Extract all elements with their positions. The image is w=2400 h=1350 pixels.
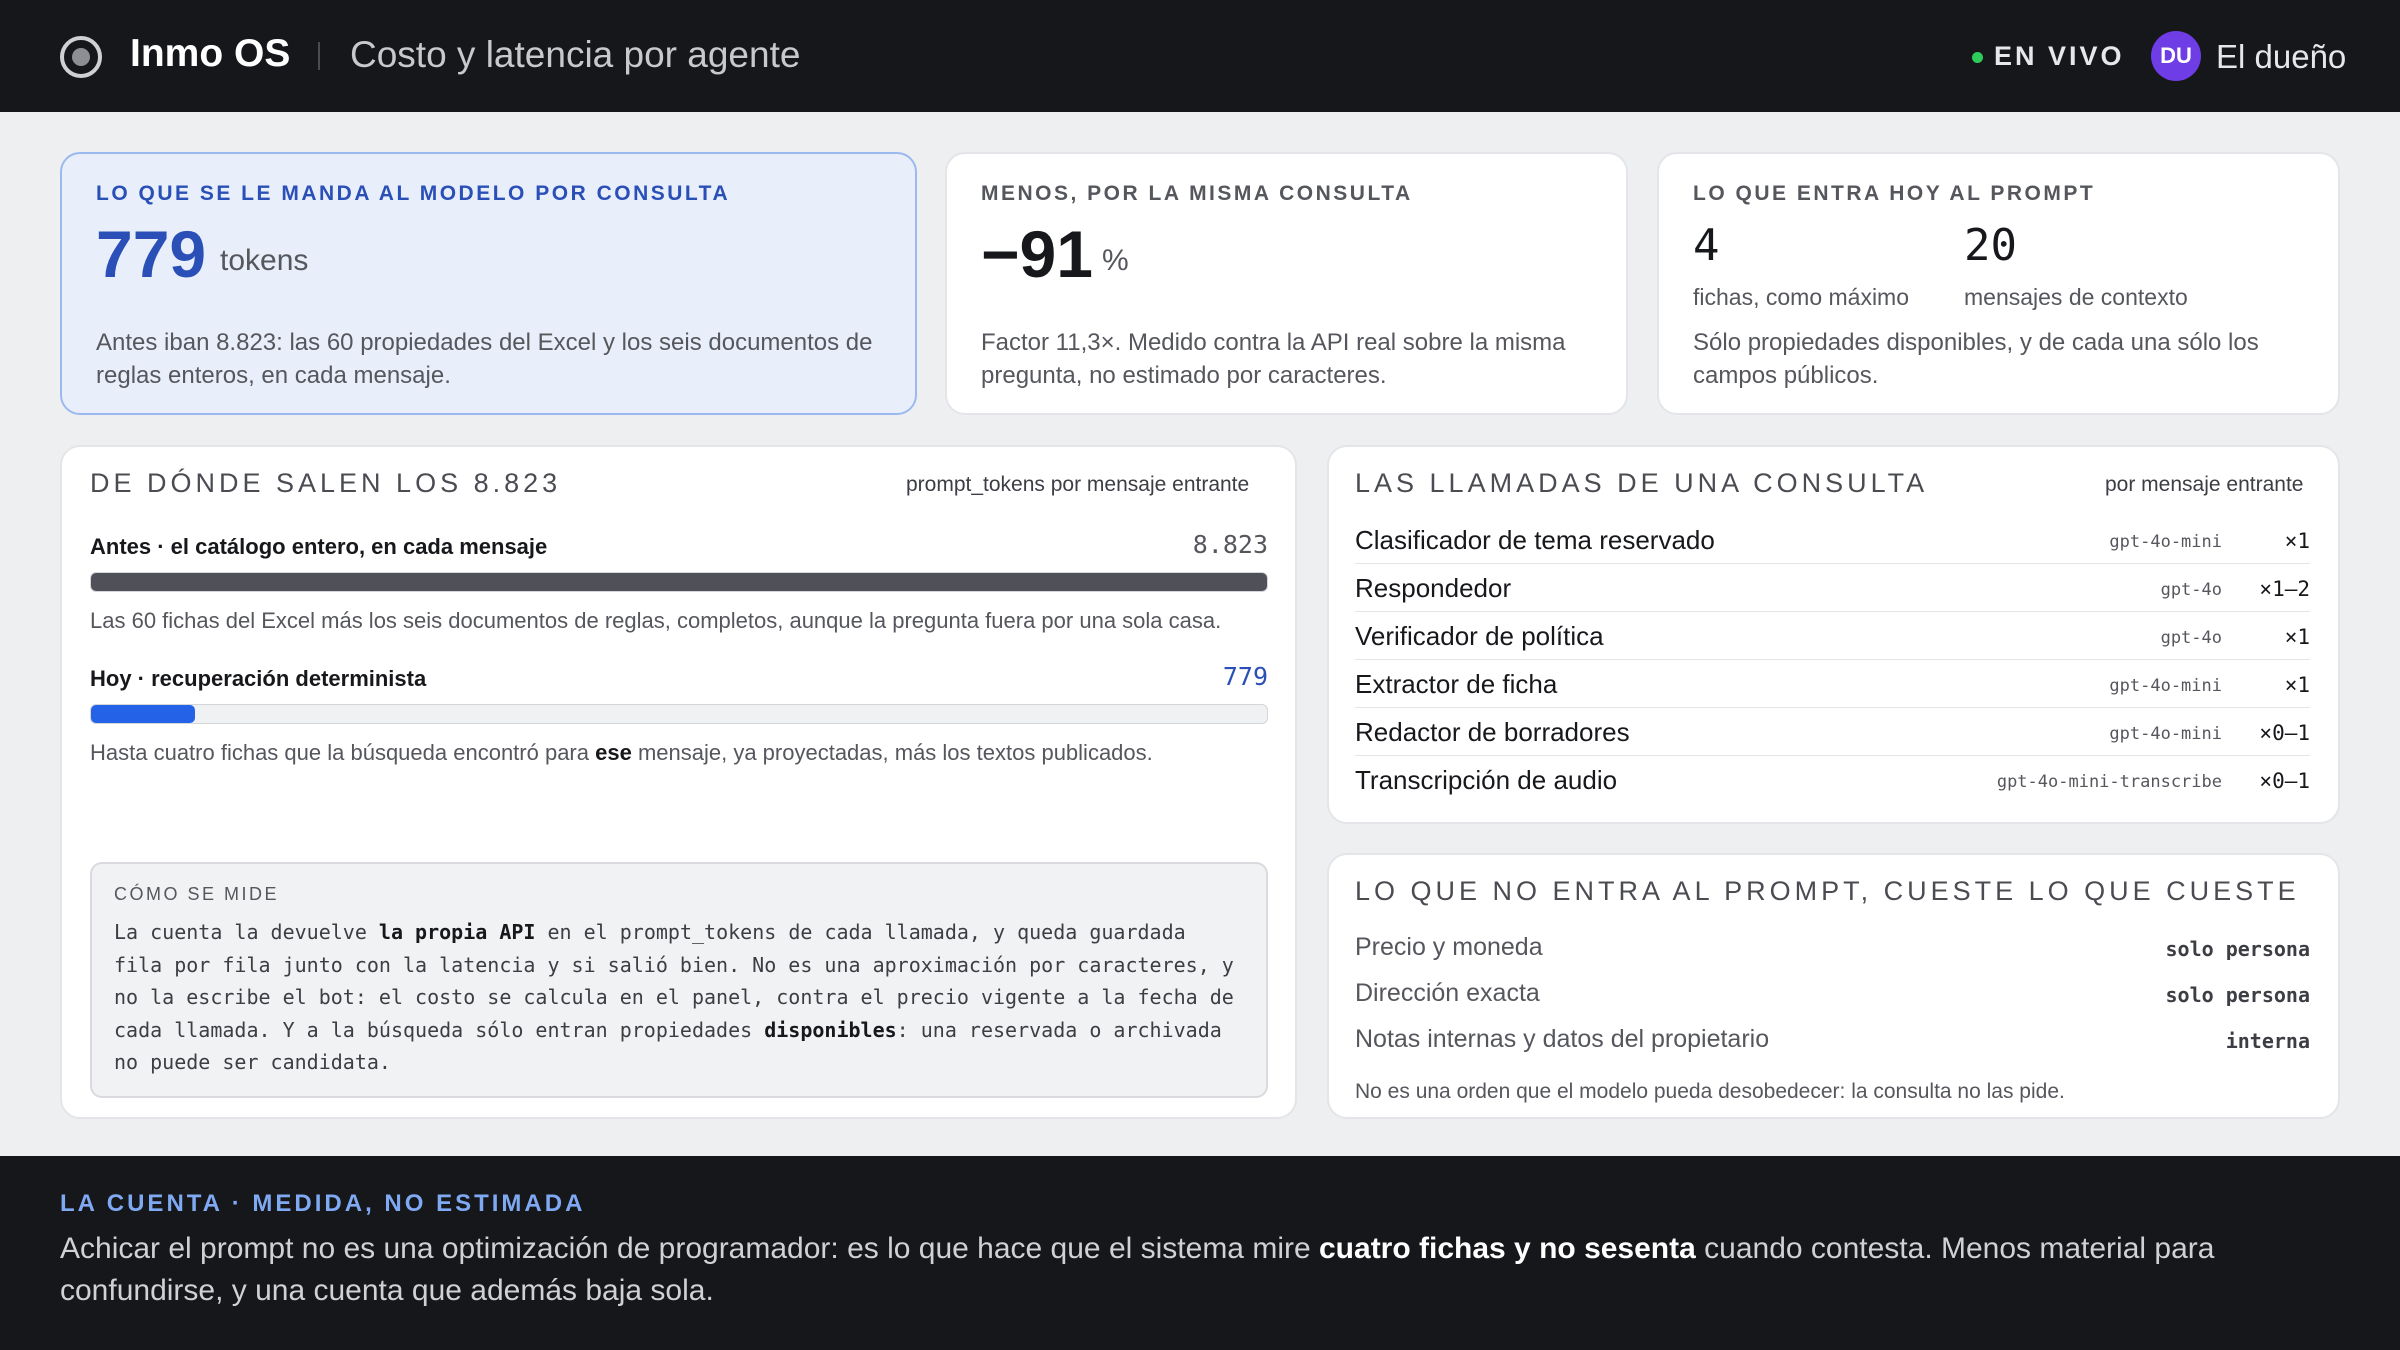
context-messages-value: 20 [1964, 220, 2017, 271]
call-multiplier: ×1 [2284, 529, 2310, 553]
user-name[interactable]: El dueño [2216, 38, 2347, 75]
call-name: Verificador de política [1355, 621, 1604, 651]
after-value: 779 [1222, 662, 1268, 691]
live-status-label: EN VIVO [1994, 41, 2125, 71]
section-note: prompt_tokens por mensaje entrante [906, 473, 1250, 496]
call-row [1355, 756, 2310, 804]
kpi-eyebrow: MENOS, POR LA MISMA CONSULTA [981, 182, 1413, 205]
kpi-unit: tokens [220, 244, 309, 277]
kpi-value: −91 [981, 217, 1093, 291]
excluded-label: Notas internas y datos del propietario [1355, 1025, 1770, 1053]
call-model: gpt-4o [2160, 580, 2222, 600]
context-messages-label: mensajes de contexto [1964, 284, 2188, 310]
page-title: Costo y latencia por agente [350, 34, 801, 75]
call-row [1355, 612, 2310, 660]
call-multiplier: ×0–1 [2259, 721, 2310, 745]
top-bar [0, 0, 2400, 112]
call-row [1355, 660, 2310, 708]
measurement-bold-2: disponibles [764, 1017, 897, 1042]
call-model: gpt-4o-mini-transcribe [1996, 772, 2222, 792]
live-status-icon [1972, 52, 1983, 63]
section-title: LAS LLAMADAS DE UNA CONSULTA [1355, 468, 1929, 498]
header-divider [318, 42, 320, 70]
footer-text-2: cuando contesta. Menos material para confundirse, y una cuenta que además baja sola. [60, 1232, 2215, 1307]
measurement-text [114, 916, 1244, 1079]
measurement-note [90, 862, 1268, 1098]
call-name: Redactor de borradores [1355, 717, 1630, 747]
section-title: DE DÓNDE SALEN LOS 8.823 [90, 468, 562, 498]
kpi-description: Factor 11,3×. Medido contra la API real sobre la misma pregunta, no estimado por caracteres. [981, 329, 1566, 389]
kpi-description: Sólo propiedades disponibles, y de cada una sólo los campos públicos. [1693, 329, 2259, 389]
logo-icon [60, 36, 102, 78]
call-multiplier: ×0–1 [2259, 769, 2310, 793]
call-model: gpt-4o [2160, 628, 2222, 648]
kpi-card-tokens [60, 152, 917, 415]
call-model: gpt-4o-mini [2109, 724, 2222, 744]
call-multiplier: ×1 [2284, 625, 2310, 649]
after-description [90, 740, 1153, 766]
call-model: gpt-4o-mini [2109, 532, 2222, 552]
before-label: Antes · el catálogo entero, en cada mensaje [90, 534, 548, 559]
kpi-value: 779 [96, 217, 207, 291]
after-description-bold: ese [595, 740, 632, 765]
call-name: Transcripción de audio [1355, 765, 1618, 795]
after-label: Hoy · recuperación determinista [90, 666, 427, 691]
footer-text [60, 1228, 2320, 1312]
excluded-row [1355, 1017, 2310, 1063]
kpi-card-reduction [945, 152, 1628, 415]
call-model: gpt-4o-mini [2109, 676, 2222, 696]
after-description-post: mensaje, ya proyectadas, más los textos publicados. [631, 740, 1153, 765]
footer-text-1: Achicar el prompt no es una optimización de programador: es lo que hace que el sistema mire [60, 1232, 1319, 1265]
footer-banner [0, 1156, 2400, 1350]
call-multiplier: ×1–2 [2259, 577, 2310, 601]
kpi-description: Antes iban 8.823: las 60 propiedades del Excel y los seis documentos de reglas enteros, en cada mensaje. [96, 329, 873, 389]
excluded-label: Precio y moneda [1355, 933, 1543, 961]
call-name: Respondedor [1355, 573, 1512, 603]
before-value: 8.823 [1192, 530, 1268, 559]
max-cards-label: fichas, como máximo [1693, 284, 1910, 310]
kpi-eyebrow: LO QUE ENTRA HOY AL PROMPT [1693, 182, 2096, 205]
before-bar-fill [91, 573, 1267, 591]
kpi-unit: % [1102, 244, 1129, 277]
excluded-badge: interna [2225, 1029, 2310, 1053]
excluded-badge: solo persona [2165, 983, 2310, 1007]
measurement-title: CÓMO SE MIDE [114, 884, 280, 904]
measurement-text-1: La cuenta la devuelve [114, 920, 379, 944]
footer-title: LA CUENTA · MEDIDA, NO ESTIMADA [60, 1190, 586, 1217]
before-bar [90, 572, 1268, 592]
avatar[interactable]: DU [2151, 31, 2201, 81]
excluded-row [1355, 971, 2310, 1017]
after-bar [90, 704, 1268, 724]
after-bar-fill [91, 705, 195, 723]
footer-bold: cuatro fichas y no sesenta [1319, 1232, 1696, 1265]
brand-name: Inmo OS [130, 32, 291, 75]
measurement-text-2: en el prompt_tokens de cada llamada, y queda guardada fila por fila junto con la latencia y si salió bien. No es una aproximación por caracteres, y no la escribe el bot: el costo se calcula en el panel, contra el precio vigente a la fecha de cada llamada. Y a la búsqueda sólo entran propiedades [114, 920, 1234, 1042]
excluded-badge: solo persona [2165, 937, 2310, 961]
measurement-text-3: : una reservada o archivada no puede ser candidata. [114, 1017, 1222, 1074]
measurement-bold-1: la propia API [378, 920, 536, 944]
section-title: LO QUE NO ENTRA AL PROMPT, CUESTE LO QUE CUESTE [1355, 876, 2300, 906]
call-name: Extractor de ficha [1355, 669, 1558, 699]
before-description: Las 60 fichas del Excel más los seis documentos de reglas, completos, aunque la pregunta fuera por una sola casa. [90, 608, 1222, 633]
kpi-eyebrow: LO QUE SE LE MANDA AL MODELO POR CONSULTA [96, 182, 731, 205]
excluded-row [1355, 925, 2310, 971]
kpi-card-prompt [1657, 152, 2340, 415]
after-description-pre: Hasta cuatro fichas que la búsqueda encontró para [90, 740, 596, 765]
excluded-note: No es una orden que el modelo pueda desobedecer: la consulta no las pide. [1355, 1080, 2065, 1103]
call-row [1355, 564, 2310, 612]
excluded-label: Dirección exacta [1355, 979, 1540, 1007]
call-row [1355, 708, 2310, 756]
call-multiplier: ×1 [2284, 673, 2310, 697]
call-row [1355, 516, 2310, 564]
call-name: Clasificador de tema reservado [1355, 525, 1715, 555]
max-cards-value: 4 [1693, 220, 1720, 271]
section-note: por mensaje entrante [2105, 473, 2304, 496]
